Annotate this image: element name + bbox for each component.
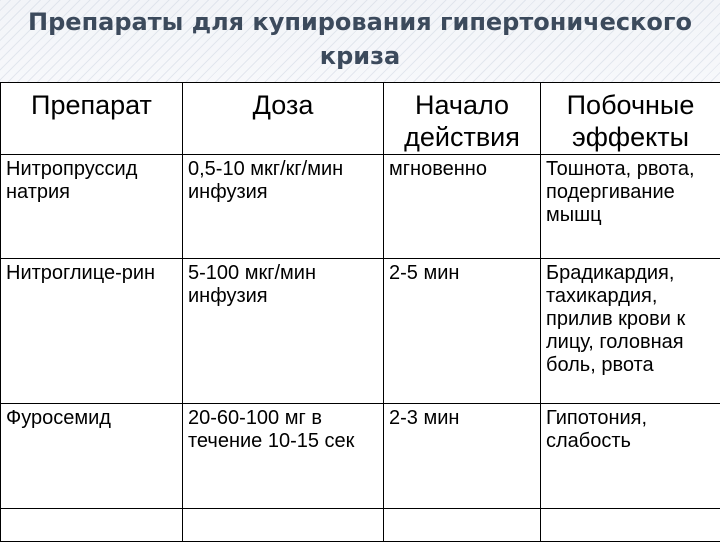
drug-table-container: [0, 82, 720, 542]
slide-title: [0, 5, 720, 73]
cell-onset: мгновенно: [384, 155, 541, 259]
cell-empty: [183, 509, 384, 542]
table-row: [1, 259, 720, 404]
header-drug: Препарат: [1, 83, 183, 155]
table-row: [1, 155, 720, 259]
slide-title-line-2: криза: [0, 39, 720, 73]
cell-dose: 5-100 мкг/мин инфузия: [183, 259, 384, 404]
cell-drug: Фуросемид: [1, 404, 183, 509]
table-row-empty: [1, 509, 720, 542]
header-dose: Доза: [183, 83, 384, 155]
cell-drug: Нитропруссид натрия: [1, 155, 183, 259]
cell-empty: [384, 509, 541, 542]
cell-onset: 2-3 мин: [384, 404, 541, 509]
cell-side-effects: Тошнота, рвота, подергивание мышц: [541, 155, 720, 259]
header-side-effects: Побочные эффекты: [541, 83, 720, 155]
table-row: [1, 404, 720, 509]
drug-table: [0, 82, 720, 542]
slide-header: [0, 0, 720, 82]
header-onset: Начало действия: [384, 83, 541, 155]
cell-empty: [1, 509, 183, 542]
table-header-row: [1, 83, 720, 155]
cell-drug: Нитроглице-рин: [1, 259, 183, 404]
cell-side-effects: Гипотония, слабость: [541, 404, 720, 509]
cell-side-effects: Брадикардия, тахикардия, прилив крови к лицу, головная боль, рвота: [541, 259, 720, 404]
cell-dose: 20-60-100 мг в течение 10-15 сек: [183, 404, 384, 509]
cell-onset: 2-5 мин: [384, 259, 541, 404]
cell-empty: [541, 509, 720, 542]
cell-dose: 0,5-10 мкг/кг/мин инфузия: [183, 155, 384, 259]
slide-title-line-1: Препараты для купирования гипертонического: [0, 5, 720, 39]
